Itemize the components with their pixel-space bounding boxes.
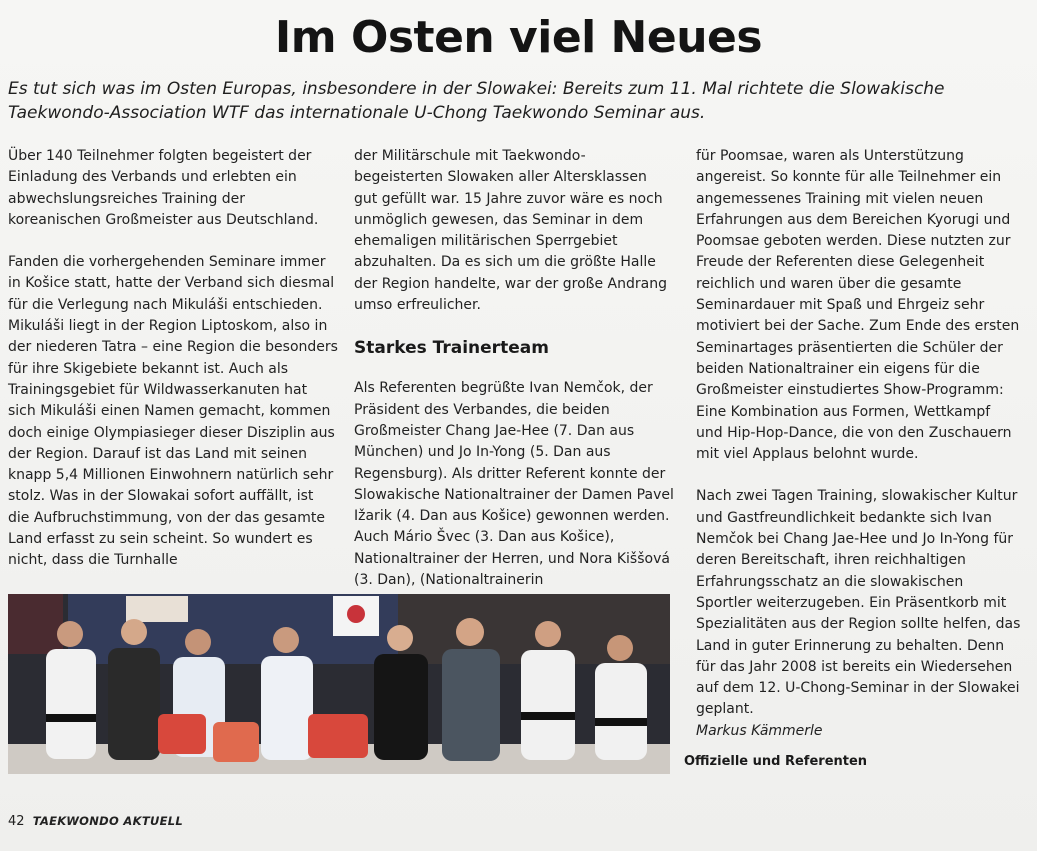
paragraph: Fanden die vorhergehenden Seminare immer in Košice statt, hatte der Verband sich diesmal für die Verlegung nach Mikuláši entschieden. Mikuláši liegt in der Region Liptoskom, also in der niederen Tatra – eine Region die besonders für ihre Skigebiete bekannt ist. Auch als Trainingsgebiet für Wildwasserkanuten hat sich Mikuláši einen Namen gemacht, kommen doch einige Olympiasieger dieser Disziplin aus der Region. Darauf ist das Land mit seinen knapp 5,4 Millionen Einwohnern natürlich sehr stolz. Was in der Slowakai sofort auffällt, ist die Aufbruchstimmung, von der das gesamte Land erfasst zu sein scheint. So wundert es nicht, dass die Turnhalle [8, 254, 338, 569]
paragraph: der Militärschule mit Taekwondo-begeisterten Slowaken aller Altersklassen gut gefüllt war. 15 Jahre zuvor wäre es noch unmöglich gewesen, das Seminar in dem ehemaligen militärischen Sperrgebiet abzuhalten. Da es sich um die größte Halle der Region handelte, war der große Andrang umso erfreulicher. [354, 148, 667, 314]
page-number: 42 [8, 814, 25, 829]
text-column-3 [696, 146, 1021, 742]
section-heading: Starkes Trainerteam [354, 338, 549, 359]
article-lead: Es tut sich was im Osten Europas, insbesondere in der Slowakei: Bereits zum 11. Mal richtete die Slowakische Taekwondo-Association WTF das internationale U-Chong Taekwondo Seminar aus. [8, 79, 945, 123]
text-column-1 [8, 146, 338, 593]
page-footer [8, 814, 183, 829]
paragraph: Nach zwei Tagen Training, slowakischer Kultur und Gastfreundlichkeit bedankte sich Ivan Nemčok bei Chang Jae-Hee und Jo In-Yong für deren Bereitschaft, ihren reichhaltigen Erfahrungsschatz an die slowakischen Sportler weiterzugeben. Ein Präsentkorb mit Spezialitäten aus der Region sollte helfen, das Land in guter Erinnerung zu behalten. Denn für das Jahr 2008 ist bereits ein Wiedersehen auf dem 12. U-Chong-Seminar in der Slowakei geplant. [696, 488, 1021, 718]
group-photo [8, 594, 670, 774]
paragraph: für Poomsae, waren als Unterstützung angereist. So konnte für alle Teilnehmer ein angemessenes Training mit vielen neuen Erfahrungen aus dem Bereichen Kyorugi und Poomsae geboten werden. Diese nutzten zur Freude der Referenten diese Gelegenheit reichlich und waren über die gesamte Seminardauer mit Spaß und Ehrgeiz sehr motiviert bei der Sache. Zum Ende des ersten Seminartages präsentierten die Schüler der beiden Nationaltrainer ein eigens für die Großmeister einstudiertes Show-Programm: Eine Kombination aus Formen, Wettkampf und Hip-Hop-Dance, die von den Zuschauern mit viel Applaus belohnt wurde. [696, 148, 1020, 463]
text-column-2 [354, 146, 674, 612]
magazine-name: TAEKWONDO AKTUELL [32, 814, 184, 828]
article-title: Im Osten viel Neues [274, 12, 763, 63]
paragraph: Als Referenten begrüßte Ivan Nemčok, der Präsident des Verbandes, die beiden Großmeister Chang Jae-Hee (7. Dan aus München) und Jo In-Yong (5. Dan aus Regensburg). Als dritter Referent konnte der Slowakische Nationaltrainer der Damen Pavel Ižarik (4. Dan aus Košice) gewonnen werden. Auch Mário Švec (3. Dan aus Košice), Nationaltrainer der Herren, und Nora Kiššová (3. Dan), (Nationaltrainerin [354, 380, 674, 589]
paragraph: Über 140 Teilnehmer folgten begeistert der Einladung des Verbands und erlebten ein abwechslungsreiches Training der koreanischen Großmeister aus Deutschland. [8, 148, 319, 228]
author-name: Markus Kämmerle [696, 722, 823, 739]
group-photo-illustration [8, 594, 670, 774]
photo-caption: Offizielle und Referenten [684, 754, 868, 769]
